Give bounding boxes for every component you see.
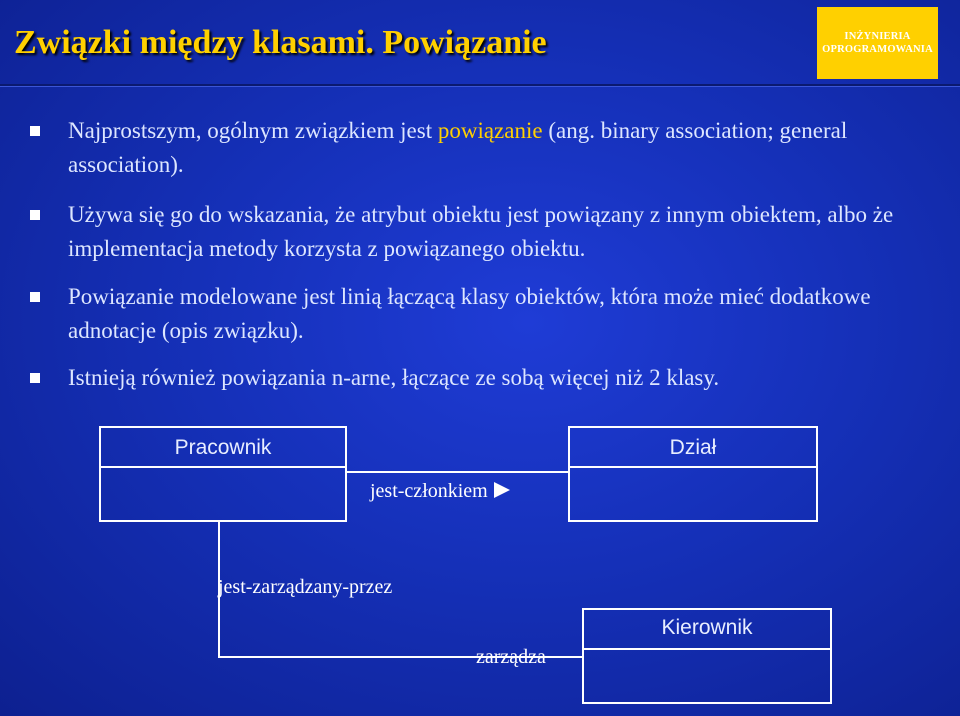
slide-title: Związki między klasami. Powiązanie (14, 24, 547, 61)
class-divider (570, 466, 816, 468)
bullet-1-highlight: powiązanie (437, 118, 543, 143)
title-rule (0, 84, 960, 87)
class-box-pracownik (99, 426, 347, 522)
bullet-1 (68, 114, 928, 182)
association-line-czlonkiem (347, 471, 568, 473)
logo-line2: OPROGRAMOWANIA (822, 44, 933, 55)
class-box-kierownik (582, 608, 832, 704)
bullet-1-text: Najprostszym, ogólnym związkiem jest (68, 118, 438, 143)
class-name-kierownik: Kierownik (661, 616, 753, 639)
logo-line1: INŻYNIERIA (844, 31, 911, 42)
class-divider (101, 466, 345, 468)
association-label-zarzadza: zarządza (476, 646, 546, 668)
class-divider (584, 648, 830, 650)
bullet-1-text-end: (ang. binary association; general association). (68, 118, 848, 177)
bullet-3-text: Powiązanie modelowane jest linią łączącą klasy obiektów, która może mieć dodatkowe adnotacje (opis związku). (68, 284, 871, 343)
bullet-4 (68, 361, 928, 395)
class-name-pracownik: Pracownik (174, 436, 272, 459)
bullet-3 (68, 280, 928, 348)
class-name-dzial: Dział (669, 436, 717, 459)
bullet-marker-icon (30, 373, 40, 383)
bullet-marker-icon (30, 210, 40, 220)
bullet-2 (68, 198, 928, 266)
bullet-2-text: Używa się go do wskazania, że atrybut obiektu jest powiązany z innym obiektem, albo że implementacja metody korzysta z powiązanego obiektu. (68, 202, 894, 261)
association-label-czlonkiem: jest-członkiem (370, 480, 510, 503)
logo (817, 7, 938, 79)
direction-arrow-icon (494, 482, 510, 498)
bullet-marker-icon (30, 292, 40, 302)
bullet-marker-icon (30, 126, 40, 136)
class-box-dzial (568, 426, 818, 522)
bullet-4-text: Istnieją również powiązania n-arne, łączące ze sobą więcej niż 2 klasy. (68, 365, 720, 390)
association-label-zarzadzany: jest-zarządzany-przez (218, 576, 393, 598)
